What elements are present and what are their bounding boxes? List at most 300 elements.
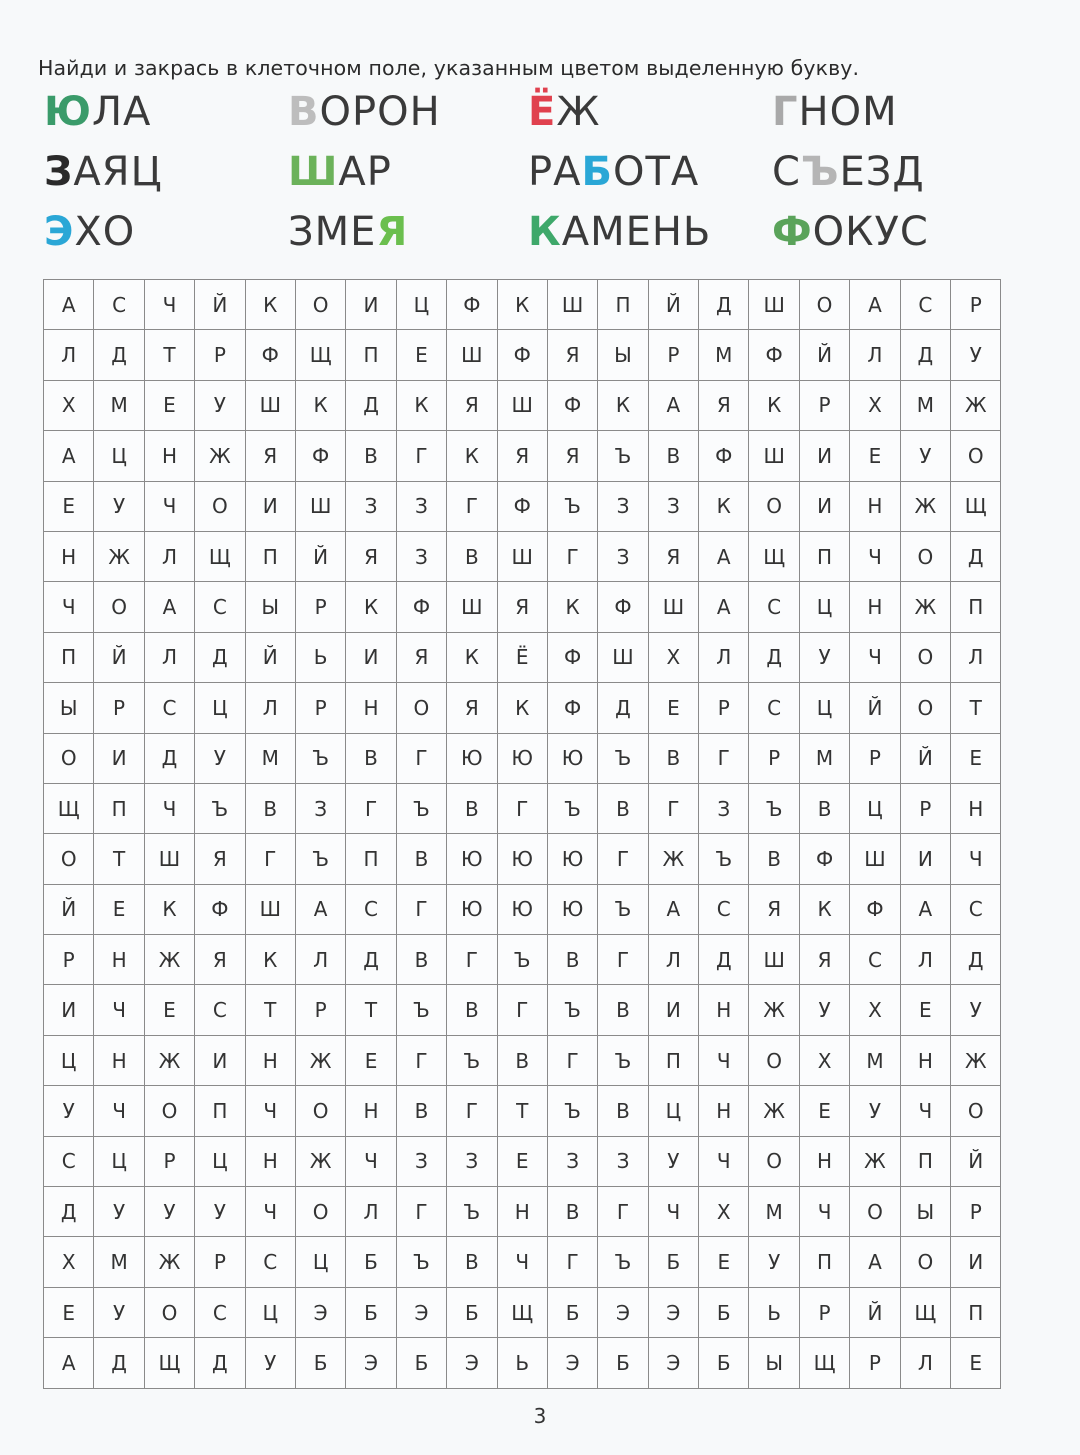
grid-cell[interactable]: Щ: [901, 1288, 951, 1338]
grid-cell[interactable]: Ъ: [296, 834, 346, 884]
grid-cell[interactable]: Ъ: [598, 1237, 648, 1287]
grid-cell[interactable]: З: [447, 1137, 497, 1187]
grid-cell[interactable]: Ц: [397, 280, 447, 330]
grid-cell[interactable]: П: [800, 1237, 850, 1287]
grid-cell[interactable]: Ж: [951, 1036, 1001, 1086]
grid-cell[interactable]: Б: [548, 1288, 598, 1338]
grid-cell[interactable]: Ш: [749, 935, 799, 985]
grid-cell[interactable]: У: [649, 1137, 699, 1187]
grid-cell[interactable]: Г: [346, 784, 396, 834]
grid-cell[interactable]: В: [598, 784, 648, 834]
grid-cell[interactable]: П: [246, 532, 296, 582]
grid-cell[interactable]: В: [548, 1187, 598, 1237]
grid-cell[interactable]: Ф: [498, 482, 548, 532]
grid-cell[interactable]: Д: [145, 734, 195, 784]
grid-cell[interactable]: Ф: [447, 280, 497, 330]
grid-cell[interactable]: М: [901, 381, 951, 431]
grid-cell[interactable]: Е: [44, 482, 94, 532]
grid-cell[interactable]: А: [296, 885, 346, 935]
grid-cell[interactable]: Ч: [346, 1137, 396, 1187]
grid-cell[interactable]: У: [800, 633, 850, 683]
grid-cell[interactable]: Ц: [195, 683, 245, 733]
grid-cell[interactable]: Р: [951, 1187, 1001, 1237]
grid-cell[interactable]: Б: [346, 1288, 396, 1338]
grid-cell[interactable]: Ч: [951, 834, 1001, 884]
grid-cell[interactable]: У: [94, 482, 144, 532]
grid-cell[interactable]: У: [195, 381, 245, 431]
grid-cell[interactable]: Ч: [901, 1086, 951, 1136]
grid-cell[interactable]: Л: [145, 532, 195, 582]
grid-cell[interactable]: Я: [246, 431, 296, 481]
grid-cell[interactable]: В: [447, 532, 497, 582]
grid-cell[interactable]: Г: [548, 1237, 598, 1287]
grid-cell[interactable]: Ф: [749, 330, 799, 380]
grid-cell[interactable]: Ю: [548, 885, 598, 935]
grid-cell[interactable]: М: [850, 1036, 900, 1086]
grid-cell[interactable]: Ъ: [447, 1187, 497, 1237]
grid-cell[interactable]: Н: [246, 1036, 296, 1086]
grid-cell[interactable]: Ю: [548, 834, 598, 884]
grid-cell[interactable]: О: [397, 683, 447, 733]
grid-cell[interactable]: З: [598, 1137, 648, 1187]
grid-cell[interactable]: А: [649, 885, 699, 935]
grid-cell[interactable]: Я: [447, 683, 497, 733]
grid-cell[interactable]: Е: [346, 1036, 396, 1086]
grid-cell[interactable]: К: [296, 381, 346, 431]
grid-cell[interactable]: С: [951, 885, 1001, 935]
grid-cell[interactable]: Ъ: [699, 834, 749, 884]
grid-cell[interactable]: П: [901, 1137, 951, 1187]
grid-cell[interactable]: Н: [94, 1036, 144, 1086]
grid-cell[interactable]: В: [397, 935, 447, 985]
grid-cell[interactable]: В: [800, 784, 850, 834]
grid-cell[interactable]: Р: [901, 784, 951, 834]
grid-cell[interactable]: О: [145, 1086, 195, 1136]
grid-cell[interactable]: Н: [246, 1137, 296, 1187]
grid-cell[interactable]: Б: [296, 1338, 346, 1388]
grid-cell[interactable]: Е: [94, 885, 144, 935]
grid-cell[interactable]: Ё: [498, 633, 548, 683]
grid-cell[interactable]: Ф: [850, 885, 900, 935]
grid-cell[interactable]: В: [397, 1086, 447, 1136]
grid-cell[interactable]: Ж: [901, 482, 951, 532]
grid-cell[interactable]: Ц: [44, 1036, 94, 1086]
grid-cell[interactable]: Л: [951, 633, 1001, 683]
grid-cell[interactable]: О: [800, 280, 850, 330]
grid-cell[interactable]: У: [145, 1187, 195, 1237]
grid-cell[interactable]: О: [195, 482, 245, 532]
grid-cell[interactable]: Л: [346, 1187, 396, 1237]
grid-cell[interactable]: З: [649, 482, 699, 532]
grid-cell[interactable]: Л: [649, 935, 699, 985]
grid-cell[interactable]: Ш: [246, 885, 296, 935]
grid-cell[interactable]: Ъ: [296, 734, 346, 784]
grid-cell[interactable]: Й: [951, 1137, 1001, 1187]
grid-cell[interactable]: Ц: [94, 1137, 144, 1187]
grid-cell[interactable]: Ч: [145, 280, 195, 330]
grid-cell[interactable]: Ч: [94, 985, 144, 1035]
grid-cell[interactable]: Р: [94, 683, 144, 733]
grid-cell[interactable]: Ш: [498, 532, 548, 582]
grid-cell[interactable]: Ъ: [397, 985, 447, 1035]
grid-cell[interactable]: У: [44, 1086, 94, 1136]
grid-cell[interactable]: Е: [850, 431, 900, 481]
grid-cell[interactable]: А: [850, 280, 900, 330]
grid-cell[interactable]: О: [951, 1086, 1001, 1136]
grid-cell[interactable]: В: [598, 985, 648, 1035]
grid-cell[interactable]: П: [649, 1036, 699, 1086]
grid-cell[interactable]: Ы: [44, 683, 94, 733]
grid-cell[interactable]: Д: [195, 633, 245, 683]
grid-cell[interactable]: Л: [246, 683, 296, 733]
grid-cell[interactable]: Ш: [598, 633, 648, 683]
grid-cell[interactable]: Щ: [800, 1338, 850, 1388]
grid-cell[interactable]: Ч: [498, 1237, 548, 1287]
grid-cell[interactable]: Ц: [246, 1288, 296, 1338]
grid-cell[interactable]: К: [598, 381, 648, 431]
grid-cell[interactable]: К: [548, 582, 598, 632]
grid-cell[interactable]: Ф: [397, 582, 447, 632]
grid-cell[interactable]: Г: [548, 1036, 598, 1086]
grid-cell[interactable]: А: [901, 885, 951, 935]
grid-cell[interactable]: Я: [195, 834, 245, 884]
grid-cell[interactable]: Н: [145, 431, 195, 481]
grid-cell[interactable]: Э: [447, 1338, 497, 1388]
grid-cell[interactable]: О: [296, 1187, 346, 1237]
grid-cell[interactable]: Ы: [749, 1338, 799, 1388]
grid-cell[interactable]: Р: [800, 381, 850, 431]
grid-cell[interactable]: В: [548, 935, 598, 985]
grid-cell[interactable]: М: [699, 330, 749, 380]
grid-cell[interactable]: П: [195, 1086, 245, 1136]
grid-cell[interactable]: Ъ: [548, 985, 598, 1035]
grid-cell[interactable]: Г: [649, 784, 699, 834]
grid-cell[interactable]: Й: [296, 532, 346, 582]
grid-cell[interactable]: Ъ: [548, 784, 598, 834]
grid-cell[interactable]: Е: [951, 734, 1001, 784]
grid-cell[interactable]: Ю: [548, 734, 598, 784]
grid-cell[interactable]: Ж: [195, 431, 245, 481]
grid-cell[interactable]: Х: [800, 1036, 850, 1086]
grid-cell[interactable]: С: [195, 1288, 245, 1338]
grid-cell[interactable]: М: [94, 1237, 144, 1287]
grid-cell[interactable]: И: [346, 633, 396, 683]
grid-cell[interactable]: О: [94, 582, 144, 632]
grid-cell[interactable]: М: [749, 1187, 799, 1237]
grid-cell[interactable]: Д: [749, 633, 799, 683]
grid-cell[interactable]: Ц: [94, 431, 144, 481]
grid-cell[interactable]: Ж: [649, 834, 699, 884]
grid-cell[interactable]: С: [749, 582, 799, 632]
grid-cell[interactable]: Ф: [548, 683, 598, 733]
grid-cell[interactable]: Ю: [498, 885, 548, 935]
grid-cell[interactable]: Ы: [901, 1187, 951, 1237]
grid-cell[interactable]: Ю: [447, 885, 497, 935]
grid-cell[interactable]: Ъ: [598, 431, 648, 481]
grid-cell[interactable]: В: [447, 784, 497, 834]
grid-cell[interactable]: Й: [195, 280, 245, 330]
grid-cell[interactable]: Л: [901, 1338, 951, 1388]
grid-cell[interactable]: Я: [195, 935, 245, 985]
grid-cell[interactable]: Г: [246, 834, 296, 884]
grid-cell[interactable]: Ш: [749, 280, 799, 330]
grid-cell[interactable]: О: [901, 683, 951, 733]
grid-cell[interactable]: К: [397, 381, 447, 431]
grid-cell[interactable]: Ш: [850, 834, 900, 884]
grid-cell[interactable]: Б: [447, 1288, 497, 1338]
grid-cell[interactable]: У: [195, 1187, 245, 1237]
grid-cell[interactable]: А: [145, 582, 195, 632]
grid-cell[interactable]: Б: [598, 1338, 648, 1388]
grid-cell[interactable]: Х: [44, 381, 94, 431]
grid-cell[interactable]: Ъ: [598, 734, 648, 784]
grid-cell[interactable]: Н: [346, 683, 396, 733]
grid-cell[interactable]: У: [951, 985, 1001, 1035]
grid-cell[interactable]: Ж: [749, 985, 799, 1035]
grid-cell[interactable]: Г: [447, 482, 497, 532]
grid-cell[interactable]: Ъ: [598, 1036, 648, 1086]
grid-cell[interactable]: Н: [498, 1187, 548, 1237]
grid-cell[interactable]: Ю: [498, 734, 548, 784]
grid-cell[interactable]: Д: [699, 280, 749, 330]
grid-cell[interactable]: У: [901, 431, 951, 481]
grid-cell[interactable]: В: [246, 784, 296, 834]
grid-cell[interactable]: У: [850, 1086, 900, 1136]
grid-cell[interactable]: Ж: [296, 1137, 346, 1187]
grid-cell[interactable]: И: [951, 1237, 1001, 1287]
grid-cell[interactable]: Ж: [145, 1036, 195, 1086]
grid-cell[interactable]: Р: [850, 1338, 900, 1388]
grid-cell[interactable]: Ф: [598, 582, 648, 632]
grid-cell[interactable]: Ф: [548, 633, 598, 683]
grid-cell[interactable]: Ф: [548, 381, 598, 431]
grid-cell[interactable]: Ж: [296, 1036, 346, 1086]
grid-cell[interactable]: С: [44, 1137, 94, 1187]
grid-cell[interactable]: Я: [346, 532, 396, 582]
grid-cell[interactable]: Ц: [195, 1137, 245, 1187]
grid-cell[interactable]: Ъ: [397, 784, 447, 834]
grid-cell[interactable]: Ш: [145, 834, 195, 884]
grid-cell[interactable]: Ю: [447, 834, 497, 884]
grid-cell[interactable]: Э: [296, 1288, 346, 1338]
grid-cell[interactable]: Г: [598, 834, 648, 884]
grid-cell[interactable]: Ъ: [397, 1237, 447, 1287]
grid-cell[interactable]: С: [195, 582, 245, 632]
grid-cell[interactable]: О: [901, 633, 951, 683]
grid-cell[interactable]: Е: [699, 1237, 749, 1287]
grid-cell[interactable]: В: [749, 834, 799, 884]
grid-cell[interactable]: О: [749, 1137, 799, 1187]
grid-cell[interactable]: З: [397, 482, 447, 532]
grid-cell[interactable]: З: [598, 532, 648, 582]
grid-cell[interactable]: В: [447, 1237, 497, 1287]
grid-cell[interactable]: Ф: [699, 431, 749, 481]
grid-cell[interactable]: Б: [649, 1237, 699, 1287]
grid-cell[interactable]: Ь: [296, 633, 346, 683]
grid-cell[interactable]: П: [951, 1288, 1001, 1338]
grid-cell[interactable]: Г: [397, 431, 447, 481]
grid-cell[interactable]: И: [346, 280, 396, 330]
grid-cell[interactable]: Э: [598, 1288, 648, 1338]
grid-cell[interactable]: Б: [699, 1338, 749, 1388]
grid-cell[interactable]: И: [246, 482, 296, 532]
grid-cell[interactable]: Р: [195, 1237, 245, 1287]
grid-cell[interactable]: П: [346, 330, 396, 380]
grid-cell[interactable]: З: [397, 532, 447, 582]
grid-cell[interactable]: Щ: [951, 482, 1001, 532]
grid-cell[interactable]: Й: [94, 633, 144, 683]
grid-cell[interactable]: Х: [850, 381, 900, 431]
grid-cell[interactable]: Я: [498, 431, 548, 481]
grid-cell[interactable]: С: [145, 683, 195, 733]
grid-cell[interactable]: К: [699, 482, 749, 532]
grid-cell[interactable]: Р: [951, 280, 1001, 330]
grid-cell[interactable]: Ч: [145, 784, 195, 834]
grid-cell[interactable]: Ц: [649, 1086, 699, 1136]
grid-cell[interactable]: С: [94, 280, 144, 330]
grid-cell[interactable]: Д: [195, 1338, 245, 1388]
grid-cell[interactable]: Я: [800, 935, 850, 985]
grid-cell[interactable]: Е: [951, 1338, 1001, 1388]
grid-cell[interactable]: Н: [850, 582, 900, 632]
grid-cell[interactable]: Щ: [145, 1338, 195, 1388]
grid-cell[interactable]: О: [44, 834, 94, 884]
grid-cell[interactable]: И: [94, 734, 144, 784]
grid-cell[interactable]: З: [598, 482, 648, 532]
grid-cell[interactable]: Е: [397, 330, 447, 380]
grid-cell[interactable]: Г: [598, 1187, 648, 1237]
grid-cell[interactable]: Ш: [447, 582, 497, 632]
grid-cell[interactable]: Й: [44, 885, 94, 935]
grid-cell[interactable]: Е: [498, 1137, 548, 1187]
grid-cell[interactable]: Т: [951, 683, 1001, 733]
grid-cell[interactable]: Е: [44, 1288, 94, 1338]
grid-cell[interactable]: Е: [145, 985, 195, 1035]
grid-cell[interactable]: Й: [850, 1288, 900, 1338]
grid-cell[interactable]: О: [145, 1288, 195, 1338]
grid-cell[interactable]: З: [346, 482, 396, 532]
grid-cell[interactable]: Ц: [850, 784, 900, 834]
grid-cell[interactable]: В: [598, 1086, 648, 1136]
grid-cell[interactable]: С: [699, 885, 749, 935]
grid-cell[interactable]: Ш: [749, 431, 799, 481]
grid-cell[interactable]: Щ: [296, 330, 346, 380]
grid-cell[interactable]: Т: [145, 330, 195, 380]
grid-cell[interactable]: М: [94, 381, 144, 431]
grid-cell[interactable]: Ш: [548, 280, 598, 330]
grid-cell[interactable]: Щ: [195, 532, 245, 582]
grid-cell[interactable]: Ф: [296, 431, 346, 481]
grid-cell[interactable]: Р: [850, 734, 900, 784]
grid-cell[interactable]: И: [800, 431, 850, 481]
grid-cell[interactable]: Ф: [195, 885, 245, 935]
grid-cell[interactable]: О: [296, 1086, 346, 1136]
grid-cell[interactable]: Т: [346, 985, 396, 1035]
grid-cell[interactable]: В: [447, 985, 497, 1035]
grid-cell[interactable]: Р: [699, 683, 749, 733]
grid-cell[interactable]: А: [649, 381, 699, 431]
grid-cell[interactable]: К: [749, 381, 799, 431]
grid-cell[interactable]: Г: [397, 1187, 447, 1237]
grid-cell[interactable]: К: [498, 683, 548, 733]
grid-cell[interactable]: Ч: [246, 1187, 296, 1237]
grid-cell[interactable]: Т: [94, 834, 144, 884]
grid-cell[interactable]: Г: [447, 1086, 497, 1136]
grid-cell[interactable]: Ч: [94, 1086, 144, 1136]
grid-cell[interactable]: Ц: [296, 1237, 346, 1287]
grid-cell[interactable]: С: [749, 683, 799, 733]
grid-cell[interactable]: Н: [346, 1086, 396, 1136]
grid-cell[interactable]: А: [850, 1237, 900, 1287]
grid-cell[interactable]: Ш: [447, 330, 497, 380]
grid-cell[interactable]: Ъ: [548, 482, 598, 532]
grid-cell[interactable]: Ч: [800, 1187, 850, 1237]
grid-cell[interactable]: У: [749, 1237, 799, 1287]
grid-cell[interactable]: Н: [44, 532, 94, 582]
grid-cell[interactable]: Й: [850, 683, 900, 733]
grid-cell[interactable]: Р: [296, 985, 346, 1035]
grid-cell[interactable]: В: [649, 734, 699, 784]
grid-cell[interactable]: П: [44, 633, 94, 683]
grid-cell[interactable]: Г: [699, 734, 749, 784]
grid-cell[interactable]: Ш: [498, 381, 548, 431]
grid-cell[interactable]: У: [951, 330, 1001, 380]
grid-cell[interactable]: К: [145, 885, 195, 935]
grid-cell[interactable]: Д: [346, 381, 396, 431]
grid-cell[interactable]: Ж: [94, 532, 144, 582]
grid-cell[interactable]: И: [649, 985, 699, 1035]
grid-cell[interactable]: Х: [699, 1187, 749, 1237]
grid-cell[interactable]: Ч: [850, 633, 900, 683]
grid-cell[interactable]: Н: [901, 1036, 951, 1086]
grid-cell[interactable]: Р: [44, 935, 94, 985]
grid-cell[interactable]: Я: [548, 330, 598, 380]
grid-cell[interactable]: Ь: [749, 1288, 799, 1338]
grid-cell[interactable]: Р: [800, 1288, 850, 1338]
grid-cell[interactable]: Щ: [749, 532, 799, 582]
grid-cell[interactable]: О: [44, 734, 94, 784]
grid-cell[interactable]: Й: [649, 280, 699, 330]
grid-cell[interactable]: З: [296, 784, 346, 834]
grid-cell[interactable]: В: [498, 1036, 548, 1086]
grid-cell[interactable]: Т: [246, 985, 296, 1035]
grid-cell[interactable]: Ч: [699, 1036, 749, 1086]
grid-cell[interactable]: Д: [346, 935, 396, 985]
grid-cell[interactable]: К: [800, 885, 850, 935]
grid-cell[interactable]: Э: [397, 1288, 447, 1338]
grid-cell[interactable]: К: [246, 280, 296, 330]
grid-cell[interactable]: О: [749, 482, 799, 532]
grid-cell[interactable]: Д: [94, 1338, 144, 1388]
grid-cell[interactable]: Д: [951, 532, 1001, 582]
grid-cell[interactable]: Ч: [850, 532, 900, 582]
grid-cell[interactable]: Ч: [246, 1086, 296, 1136]
grid-cell[interactable]: П: [346, 834, 396, 884]
grid-cell[interactable]: Э: [649, 1338, 699, 1388]
grid-cell[interactable]: К: [447, 633, 497, 683]
grid-cell[interactable]: Е: [145, 381, 195, 431]
grid-cell[interactable]: Ъ: [548, 1086, 598, 1136]
grid-cell[interactable]: Х: [649, 633, 699, 683]
grid-cell[interactable]: Ш: [649, 582, 699, 632]
grid-cell[interactable]: З: [397, 1137, 447, 1187]
grid-cell[interactable]: Ч: [649, 1187, 699, 1237]
grid-cell[interactable]: Й: [901, 734, 951, 784]
grid-cell[interactable]: Ж: [145, 1237, 195, 1287]
grid-cell[interactable]: А: [44, 1338, 94, 1388]
grid-cell[interactable]: Е: [901, 985, 951, 1035]
grid-cell[interactable]: Г: [397, 734, 447, 784]
